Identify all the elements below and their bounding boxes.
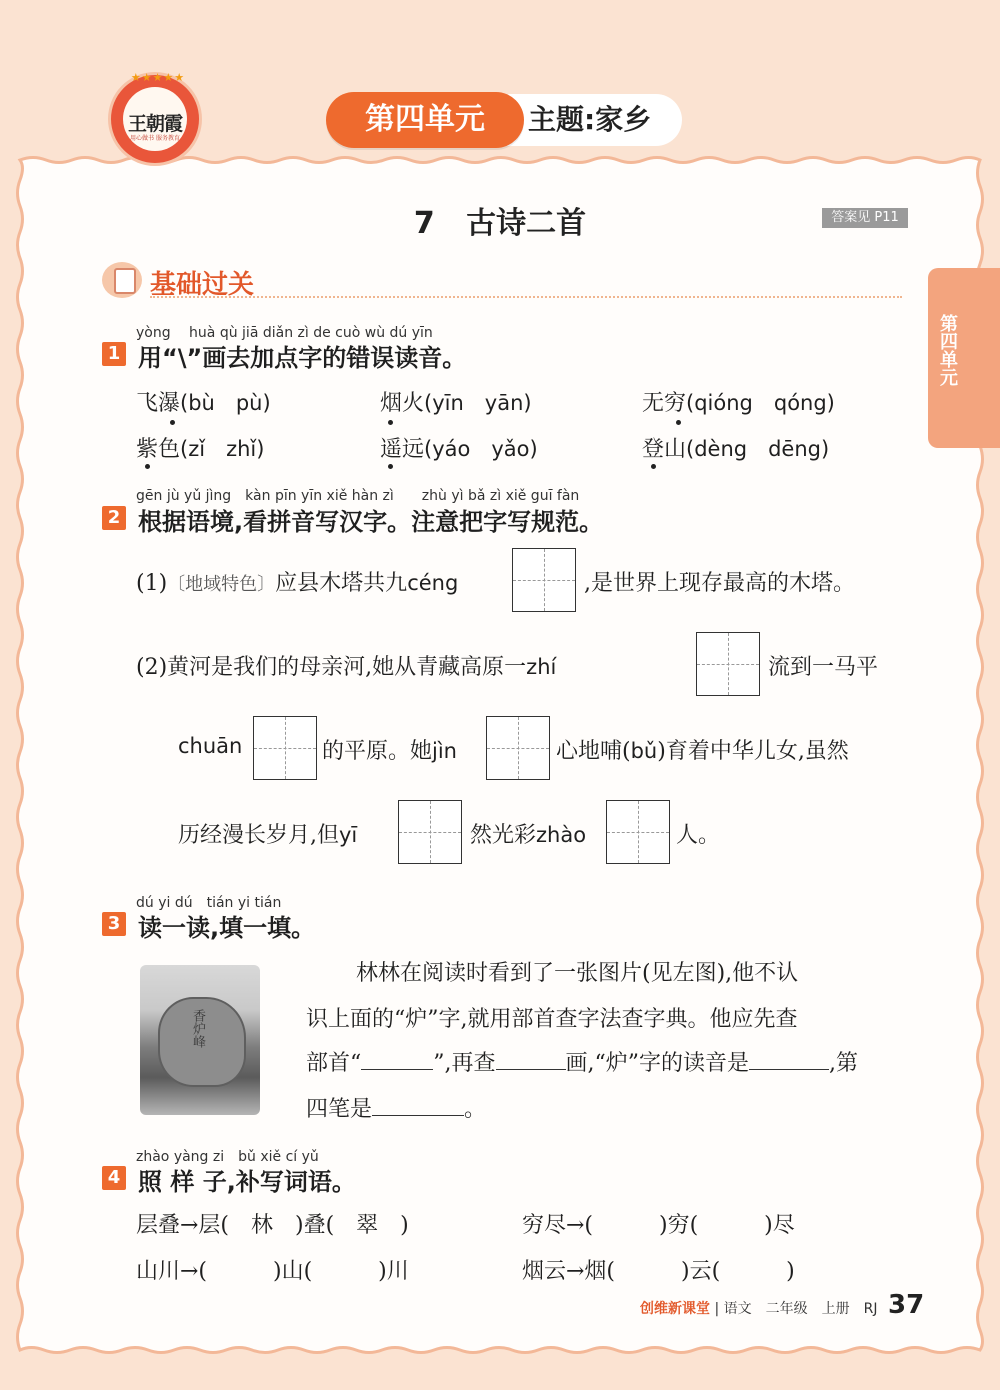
writing-grid-box[interactable] [512,548,576,612]
emphasis-dot [170,420,175,425]
q4-exercise[interactable]: 烟云→烟( )云( ) [522,1259,795,1284]
section-title: 基础过关 [150,270,255,300]
rock-inscription: 香炉峰 [190,1009,205,1048]
q1-item: 无穷(qióng qóng) [642,391,835,416]
lesson-name: 古诗二首 [466,206,587,241]
answer-reference: 答案见 P11 [822,208,908,228]
emphasis-dot [651,464,656,469]
emphasis-dot [676,420,681,425]
q2-sentence-2b: 流到一马平 [768,655,879,680]
book-icon [102,262,142,298]
theme-banner: 主题:家乡 [498,94,682,146]
q4-exercise[interactable]: 山川→( )山( )川 [136,1259,409,1284]
q2-sentence-2a: (2)黄河是我们的母亲河,她从青藏高原一zhí [136,655,557,680]
q4-example: 层叠→层( 林 )叠( 翠 ) [136,1213,409,1238]
q2-sentence-1: (1)〔地域特色〕应县木塔共九céng [136,571,459,596]
unit-banner: 第四单元 [326,92,524,148]
q2-number: 2 [102,506,126,530]
q2-sentence-2c: 的平原。她jìn [322,739,457,764]
q1-pinyin: yòng huà qù jiā diǎn zì de cuò wù dú yīn [136,325,433,341]
q2-sentence-2d: 心地哺(bǔ)育着中华儿女,虽然 [556,739,849,764]
footer-brand: 创维新课堂 [640,1301,710,1317]
q3-pinyin: dú yi dú tián yi tián [136,895,282,911]
q4-number: 4 [102,1166,126,1190]
q1-item: 登山(dèng dēng) [642,437,830,462]
q1-item: 飞瀑(bù pù) [136,391,271,416]
q2-pinyin: gēn jù yǔ jìng kàn pīn yīn xiě hàn zì zhù yì bǎ zì xiě guī fàn [136,488,580,504]
q3-number: 3 [102,912,126,936]
section-divider [150,296,902,298]
q2-sentence-1-end: ,是世界上现存最高的木塔。 [584,571,855,596]
writing-grid-box[interactable] [486,716,550,780]
footer-info [640,1298,877,1318]
q2-sentence-2g: 然光彩zhào [470,823,587,848]
emphasis-dot [388,464,393,469]
answer-blank[interactable] [361,1049,433,1070]
logo-name: 王朝霞 [127,113,182,135]
q3-line-1: 林林在阅读时看到了一张图片(见左图),他不认 [356,961,799,986]
answer-blank[interactable] [749,1049,829,1070]
footer-details: | 语文 二年级 上册 RJ [714,1301,878,1317]
q3-line-2: 识上面的“炉”字,就用部首查字法查字典。他应先查 [306,1007,798,1032]
tag-label: 〔地域特色〕 [167,574,276,595]
side-unit-tab [928,268,1000,448]
q1-item: 紫色(zǐ zhǐ) [136,437,265,462]
lesson-title [330,198,670,242]
emphasis-dot [388,420,393,425]
q2-sentence-2f: 历经漫长岁月,但yī [178,823,358,848]
answer-blank[interactable] [372,1095,464,1116]
writing-grid-box[interactable] [606,800,670,864]
q2-sentence-2h: 人。 [676,823,721,848]
q3-line-3: 部首“ ”,再查 画,“炉”字的读音是 ,第 [306,1051,858,1076]
q3-title: 读一读,填一填。 [138,914,316,942]
logo-stars-icon: ★★★★★ [130,71,186,84]
q3-line-4: 四笔是 。 [306,1097,487,1122]
writing-grid-box[interactable] [253,716,317,780]
side-unit-tab-text: 第四单元 [937,314,958,386]
publisher-logo [108,72,202,166]
q1-title: 用“\”画去加点字的错误读音。 [138,344,467,372]
writing-grid-box[interactable] [398,800,462,864]
lesson-number: 7 [413,206,435,241]
answer-blank[interactable] [496,1049,566,1070]
q4-exercise[interactable]: 穷尽→( )穷( )尽 [522,1213,795,1238]
q1-number: 1 [102,342,126,366]
q1-item: 遥远(yáo yǎo) [380,437,538,462]
writing-grid-box[interactable] [696,632,760,696]
q4-pinyin: zhào yàng zi bǔ xiě cí yǔ [136,1149,319,1165]
page-number: 37 [888,1290,925,1320]
logo-subtitle: 用心做书 服务教育 [130,135,180,142]
q2-pinyin-chuan: chuān [178,734,243,758]
q1-item: 烟火(yīn yān) [380,391,532,416]
rock-photo [140,965,260,1115]
q4-title: 照 样 子,补写词语。 [138,1168,356,1196]
q2-title: 根据语境,看拼音写汉字。注意把字写规范。 [138,508,604,536]
emphasis-dot [145,464,150,469]
